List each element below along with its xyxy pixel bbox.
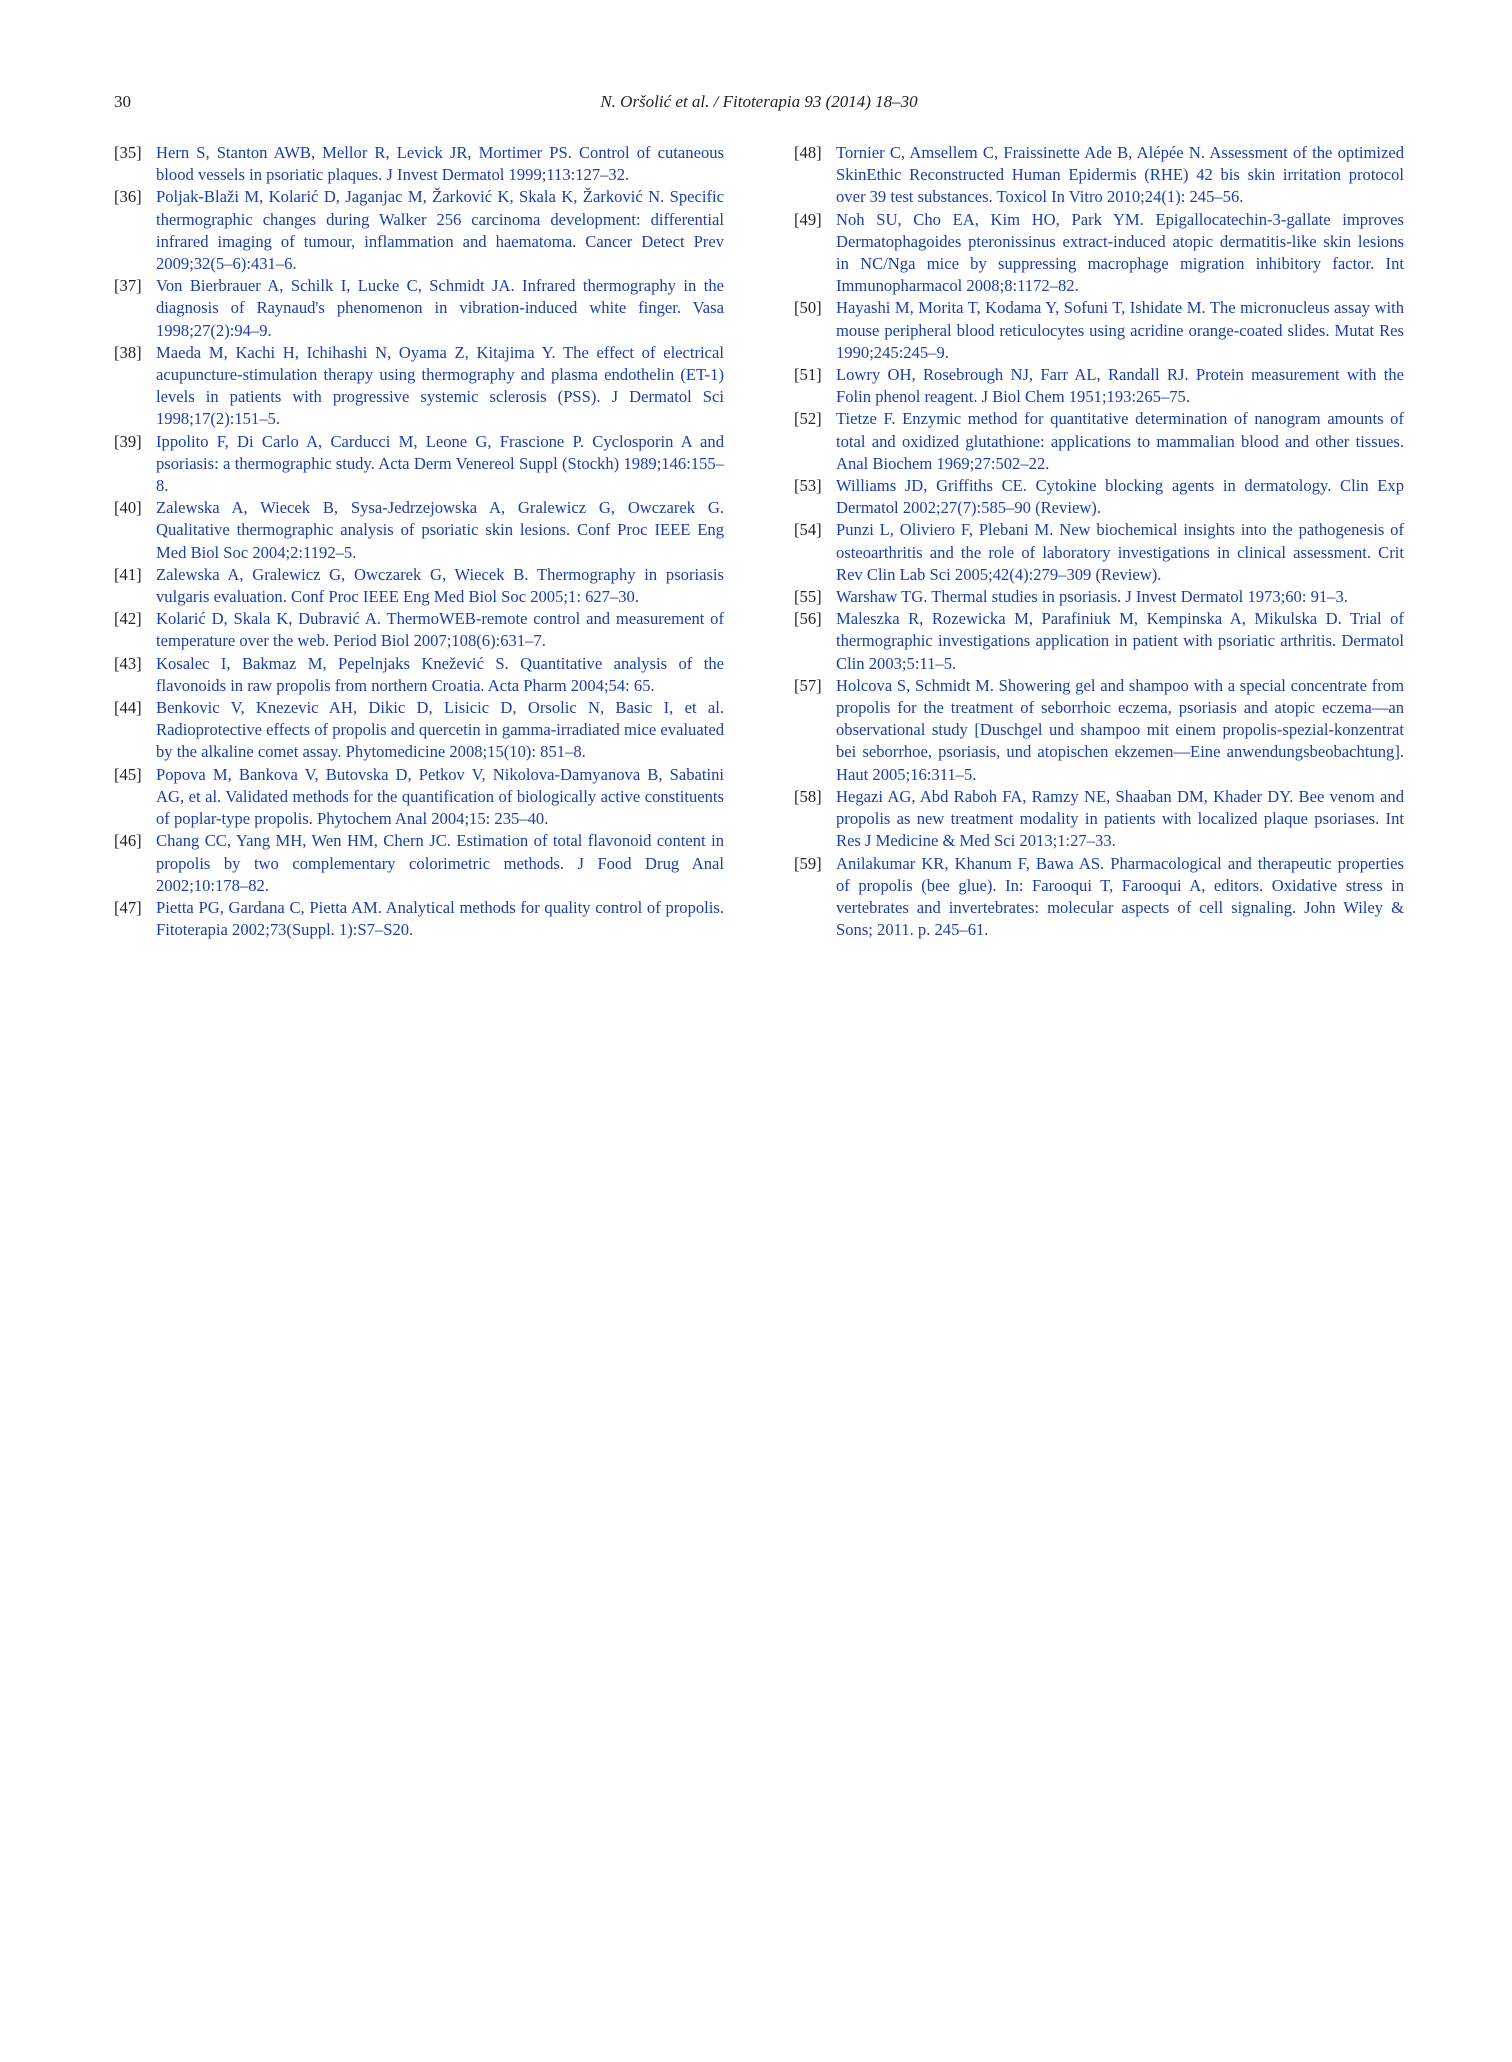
reference-number: [49] — [794, 209, 822, 229]
reference-link[interactable]: Chang CC, Yang MH, Wen HM, Chern JC. Estimation of total flavonoid content in propolis by two complementary colorimetric methods. J Food Drug Anal 2002;10:178–82. — [156, 831, 724, 895]
reference-link[interactable]: Anilakumar KR, Khanum F, Bawa AS. Pharmacological and therapeutic properties of propolis (bee glue). In: Farooqui T, Farooqui A, editors. Oxidative stress in vertebrates and invertebrates: molecular aspects of cell signaling. John Wiley & Sons; 2011. p. 245–61. — [836, 853, 1404, 940]
reference-56 — [794, 608, 1404, 675]
reference-link[interactable]: Maleszka R, Rozewicka M, Parafiniuk M, Kempinska A, Mikulska D. Trial of thermographic investigations application in patient with psoriatic arthritis. Dermatol Clin 2003;5:11–5. — [836, 609, 1404, 673]
reference-number: [50] — [794, 298, 822, 318]
page-header — [114, 92, 1404, 116]
reference-link[interactable]: Maeda M, Kachi H, Ichihashi N, Oyama Z, Kitajima Y. The effect of electrical acupuncture-stimulation therapy using thermography and plasma endothelin (ET-1) levels in patients with progressive systemic sclerosis (PSS). J Dermatol Sci 1998;17(2):151–5. — [156, 342, 724, 429]
reference-number: [56] — [794, 609, 822, 629]
reference-link[interactable]: Holcova S, Schmidt M. Showering gel and shampoo with a special concentrate from propolis for the treatment of seborrhoic eczema, psoriasis and atopic eczema—an observational study [Duschgel und shampoo mit einem propolis-spezial-konzentrat bei seborrhoe, psoriasis, und atopischen ekzemen—Eine anwendungsbeobachtung]. Haut 2005;16:311–5. — [836, 675, 1404, 784]
page-number: 30 — [114, 92, 131, 111]
reference-link[interactable]: Warshaw TG. Thermal studies in psoriasis. J Invest Dermatol 1973;60: 91–3. — [836, 587, 1348, 607]
reference-49 — [794, 209, 1404, 298]
reference-number: [40] — [114, 498, 142, 518]
reference-number: [39] — [114, 431, 142, 451]
references-column-right — [794, 142, 1404, 941]
reference-51 — [794, 364, 1404, 408]
reference-link[interactable]: Noh SU, Cho EA, Kim HO, Park YM. Epigallocatechin-3-gallate improves Dermatophagoides pteronissinus extract-induced atopic dermatitis-like skin lesions in NC/Nga mice by suppressing macrophage migration inhibitory factor. Int Immunopharmacol 2008;8:1172–82. — [836, 209, 1404, 296]
reference-number: [59] — [794, 853, 822, 873]
reference-link[interactable]: Zalewska A, Gralewicz G, Owczarek G, Wiecek B. Thermography in psoriasis vulgaris evaluation. Conf Proc IEEE Eng Med Biol Soc 2005;1: 627–30. — [156, 564, 724, 607]
reference-link[interactable]: Poljak-Blaži M, Kolarić D, Jaganjac M, Žarković K, Skala K, Žarković N. Specific thermographic changes during Walker 256 carcinoma development: differential infrared imaging of tumour, inflammation and haematoma. Cancer Detect Prev 2009;32(5–6):431–6. — [156, 187, 724, 274]
reference-number: [57] — [794, 675, 822, 695]
reference-number: [43] — [114, 653, 142, 673]
reference-number: [58] — [794, 786, 822, 806]
reference-39 — [114, 431, 724, 498]
reference-44 — [114, 697, 724, 764]
reference-link[interactable]: Benkovic V, Knezevic AH, Dikic D, Lisicic D, Orsolic N, Basic I, et al. Radioprotective effects of propolis and quercetin in gamma-irradiated mice evaluated by the alkaline comet assay. Phytomedicine 2008;15(10): 851–8. — [156, 698, 724, 762]
reference-number: [48] — [794, 143, 822, 162]
reference-link[interactable]: Punzi L, Oliviero F, Plebani M. New biochemical insights into the pathogenesis of osteoarthritis and the role of laboratory investigations in clinical assessment. Crit Rev Clin Lab Sci 2005;42(4):279–309 (Review). — [836, 520, 1404, 584]
reference-45 — [114, 764, 724, 831]
reference-link[interactable]: Von Bierbrauer A, Schilk I, Lucke C, Schmidt JA. Infrared thermography in the diagnosis of Raynaud's phenomenon in vibration-induced white finger. Vasa 1998;27(2):94–9. — [156, 276, 724, 340]
reference-52 — [794, 408, 1404, 475]
reference-number: [44] — [114, 698, 142, 718]
reference-number: [54] — [794, 520, 822, 540]
reference-link[interactable]: Popova M, Bankova V, Butovska D, Petkov V, Nikolova-Damyanova B, Sabatini AG, et al. Validated methods for the quantification of biologically active constituents of poplar-type propolis. Phytochem Anal 2004;15: 235–40. — [156, 764, 724, 829]
reference-number: [45] — [114, 764, 142, 784]
reference-50 — [794, 297, 1404, 364]
reference-link[interactable]: Hern S, Stanton AWB, Mellor R, Levick JR, Mortimer PS. Control of cutaneous blood vessels in psoriatic plaques. J Invest Dermatol 1999;113:127–32. — [156, 143, 724, 185]
reference-link[interactable]: Ippolito F, Di Carlo A, Carducci M, Leone G, Frascione P. Cyclosporin A and psoriasis: a thermographic study. Acta Derm Venereol Suppl (Stockh) 1989;146:155–8. — [156, 431, 724, 496]
reference-number: [37] — [114, 276, 142, 296]
reference-link[interactable]: Pietta PG, Gardana C, Pietta AM. Analytical methods for quality control of propolis. Fitoterapia 2002;73(Suppl. 1):S7–S20. — [156, 897, 724, 940]
reference-54 — [794, 519, 1404, 586]
reference-link[interactable]: Tornier C, Amsellem C, Fraissinette Ade B, Alépée N. Assessment of the optimized SkinEthic Reconstructed Human Epidermis (RHE) 42 bis skin irritation protocol over 39 test substances. Toxicol In Vitro 2010;24(1): 245–56. — [836, 143, 1404, 207]
running-title: N. Oršolić et al. / Fitoterapia 93 (2014) 18–30 — [600, 92, 918, 111]
reference-36 — [114, 186, 724, 275]
reference-number: [38] — [114, 342, 142, 362]
reference-number: [51] — [794, 365, 822, 385]
reference-35 — [114, 142, 724, 186]
reference-link[interactable]: Kolarić D, Skala K, Dubravić A. ThermoWEB-remote control and measurement of temperature over the web. Period Biol 2007;108(6):631–7. — [156, 609, 724, 651]
reference-link[interactable]: Lowry OH, Rosebrough NJ, Farr AL, Randall RJ. Protein measurement with the Folin phenol reagent. J Biol Chem 1951;193:265–75. — [836, 365, 1404, 407]
reference-number: [52] — [794, 409, 822, 429]
reference-link[interactable]: Hegazi AG, Abd Raboh FA, Ramzy NE, Shaaban DM, Khader DY. Bee venom and propolis as new treatment modality in patients with localized plaque psoriases. Int Res J Medicine & Med Sci 2013;1:27–33. — [836, 786, 1404, 851]
reference-number: [47] — [114, 897, 142, 917]
reference-link[interactable]: Tietze F. Enzymic method for quantitative determination of nanogram amounts of total and oxidized glutathione: applications to mammalian blood and other tissues. Anal Biochem 1969;27:502–22. — [836, 409, 1404, 473]
reference-number: [35] — [114, 143, 142, 162]
reference-58 — [794, 786, 1404, 853]
reference-37 — [114, 275, 724, 342]
reference-38 — [114, 342, 724, 431]
reference-41 — [114, 564, 724, 608]
reference-number: [46] — [114, 831, 142, 851]
references-column-left — [114, 142, 724, 941]
reference-number: [53] — [794, 476, 822, 496]
reference-47 — [114, 897, 724, 941]
reference-number: [41] — [114, 564, 142, 584]
reference-43 — [114, 653, 724, 697]
reference-59 — [794, 853, 1404, 942]
reference-number: [42] — [114, 609, 142, 629]
reference-55 — [794, 586, 1404, 608]
reference-40 — [114, 497, 724, 564]
reference-48 — [794, 142, 1404, 209]
reference-link[interactable]: Kosalec I, Bakmaz M, Pepelnjaks Knežević S. Quantitative analysis of the flavonoids in raw propolis from northern Croatia. Acta Pharm 2004;54: 65. — [156, 653, 724, 695]
reference-link[interactable]: Zalewska A, Wiecek B, Sysa-Jedrzejowska A, Gralewicz G, Owczarek G. Qualitative thermographic analysis of psoriatic skin lesions. Conf Proc IEEE Eng Med Biol Soc 2004;2:1192–5. — [156, 498, 724, 562]
reference-57 — [794, 675, 1404, 786]
reference-number: [36] — [114, 187, 142, 207]
reference-42 — [114, 608, 724, 652]
reference-link[interactable]: Williams JD, Griffiths CE. Cytokine blocking agents in dermatology. Clin Exp Dermatol 2002;27(7):585–90 (Review). — [836, 476, 1404, 518]
reference-number: [55] — [794, 587, 822, 607]
reference-53 — [794, 475, 1404, 519]
reference-46 — [114, 830, 724, 897]
reference-link[interactable]: Hayashi M, Morita T, Kodama Y, Sofuni T, Ishidate M. The micronucleus assay with mouse peripheral blood reticulocytes using acridine orange-coated slides. Mutat Res 1990;245:245–9. — [836, 298, 1404, 362]
